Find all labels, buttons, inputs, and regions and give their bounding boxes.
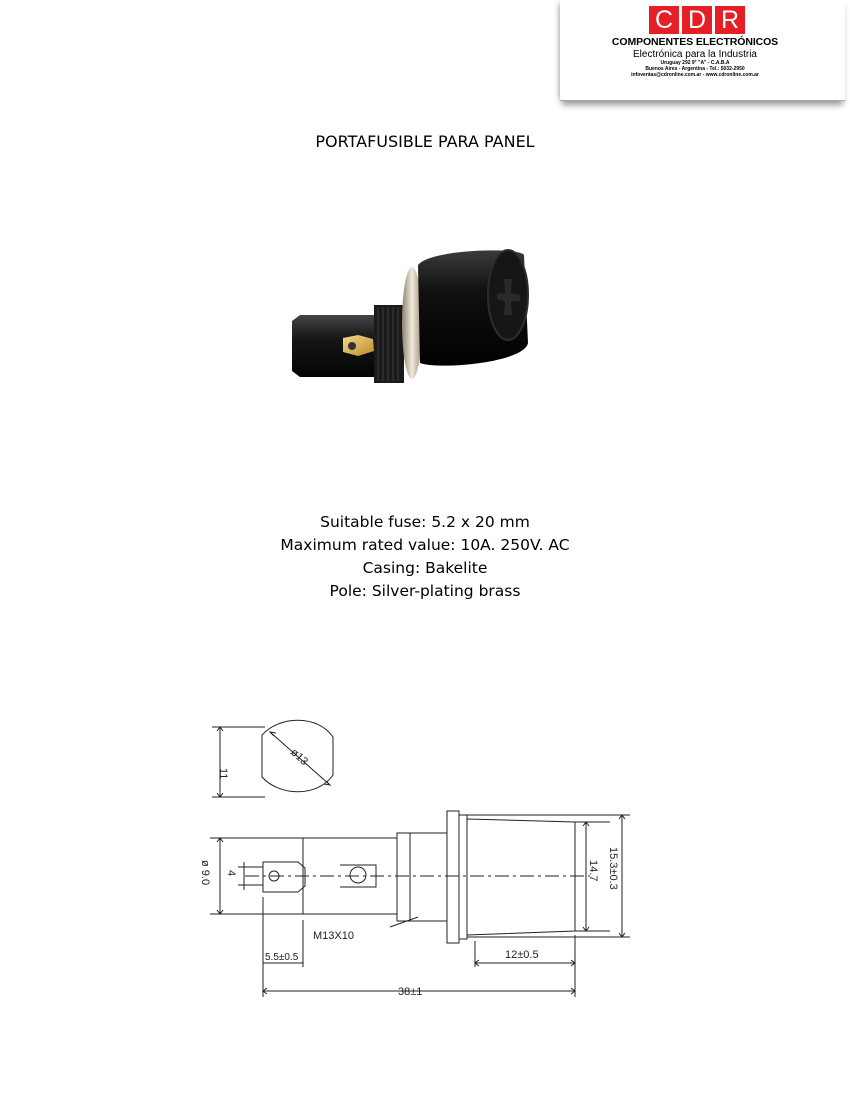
technical-drawing — [190, 715, 650, 1015]
dim-total-length: 38±1 — [398, 986, 423, 998]
cdr-logo — [649, 6, 745, 36]
page-title: PORTAFUSIBLE PARA PANEL — [315, 132, 535, 151]
side-view — [199, 811, 630, 998]
dim-thread: M13X10 — [313, 930, 354, 942]
company-address: Uruguay 292 9° "A" - C.A.B.A — [660, 60, 730, 66]
specifications — [0, 511, 850, 603]
spec-pole: Pole: Silver-plating brass — [329, 582, 521, 600]
dim-tip: 5.5±0.5 — [265, 952, 299, 963]
company-city-phone: Buenos Aires - Argentina - Tel.: 5032-2950 — [645, 66, 745, 72]
dim-cap-diameter: ø13 — [287, 746, 311, 768]
spec-rated-value: Maximum rated value: 10A. 250V. AC — [280, 536, 570, 554]
logo-letter: R — [715, 6, 745, 34]
company-name: COMPONENTES ELECTRÓNICOS — [611, 36, 779, 48]
letterhead — [560, 0, 845, 101]
logo-letter: D — [682, 6, 712, 34]
spec-suitable-fuse: Suitable fuse: 5.2 x 20 mm — [320, 513, 530, 531]
cap-front-view — [212, 720, 333, 797]
dim-tab-width: 4 — [225, 870, 237, 877]
dim-cap-outer: 15.3±0.3 — [607, 847, 619, 890]
spec-casing: Casing: Bakelite — [362, 559, 488, 577]
logo-letter: C — [649, 6, 679, 34]
dim-cap-height: 11 — [217, 768, 229, 780]
dim-cap-length: 12±0.5 — [505, 949, 539, 961]
fuse-holder-photo — [270, 235, 570, 395]
dim-body-diameter: ø 9.0 — [199, 860, 211, 886]
dim-cap-inner: 14.7 — [587, 860, 599, 882]
company-contact: infoventas@cdronline.com.ar - www.cdronline.com.ar — [631, 72, 759, 78]
company-tagline: Electrónica para la Industria — [633, 49, 757, 60]
